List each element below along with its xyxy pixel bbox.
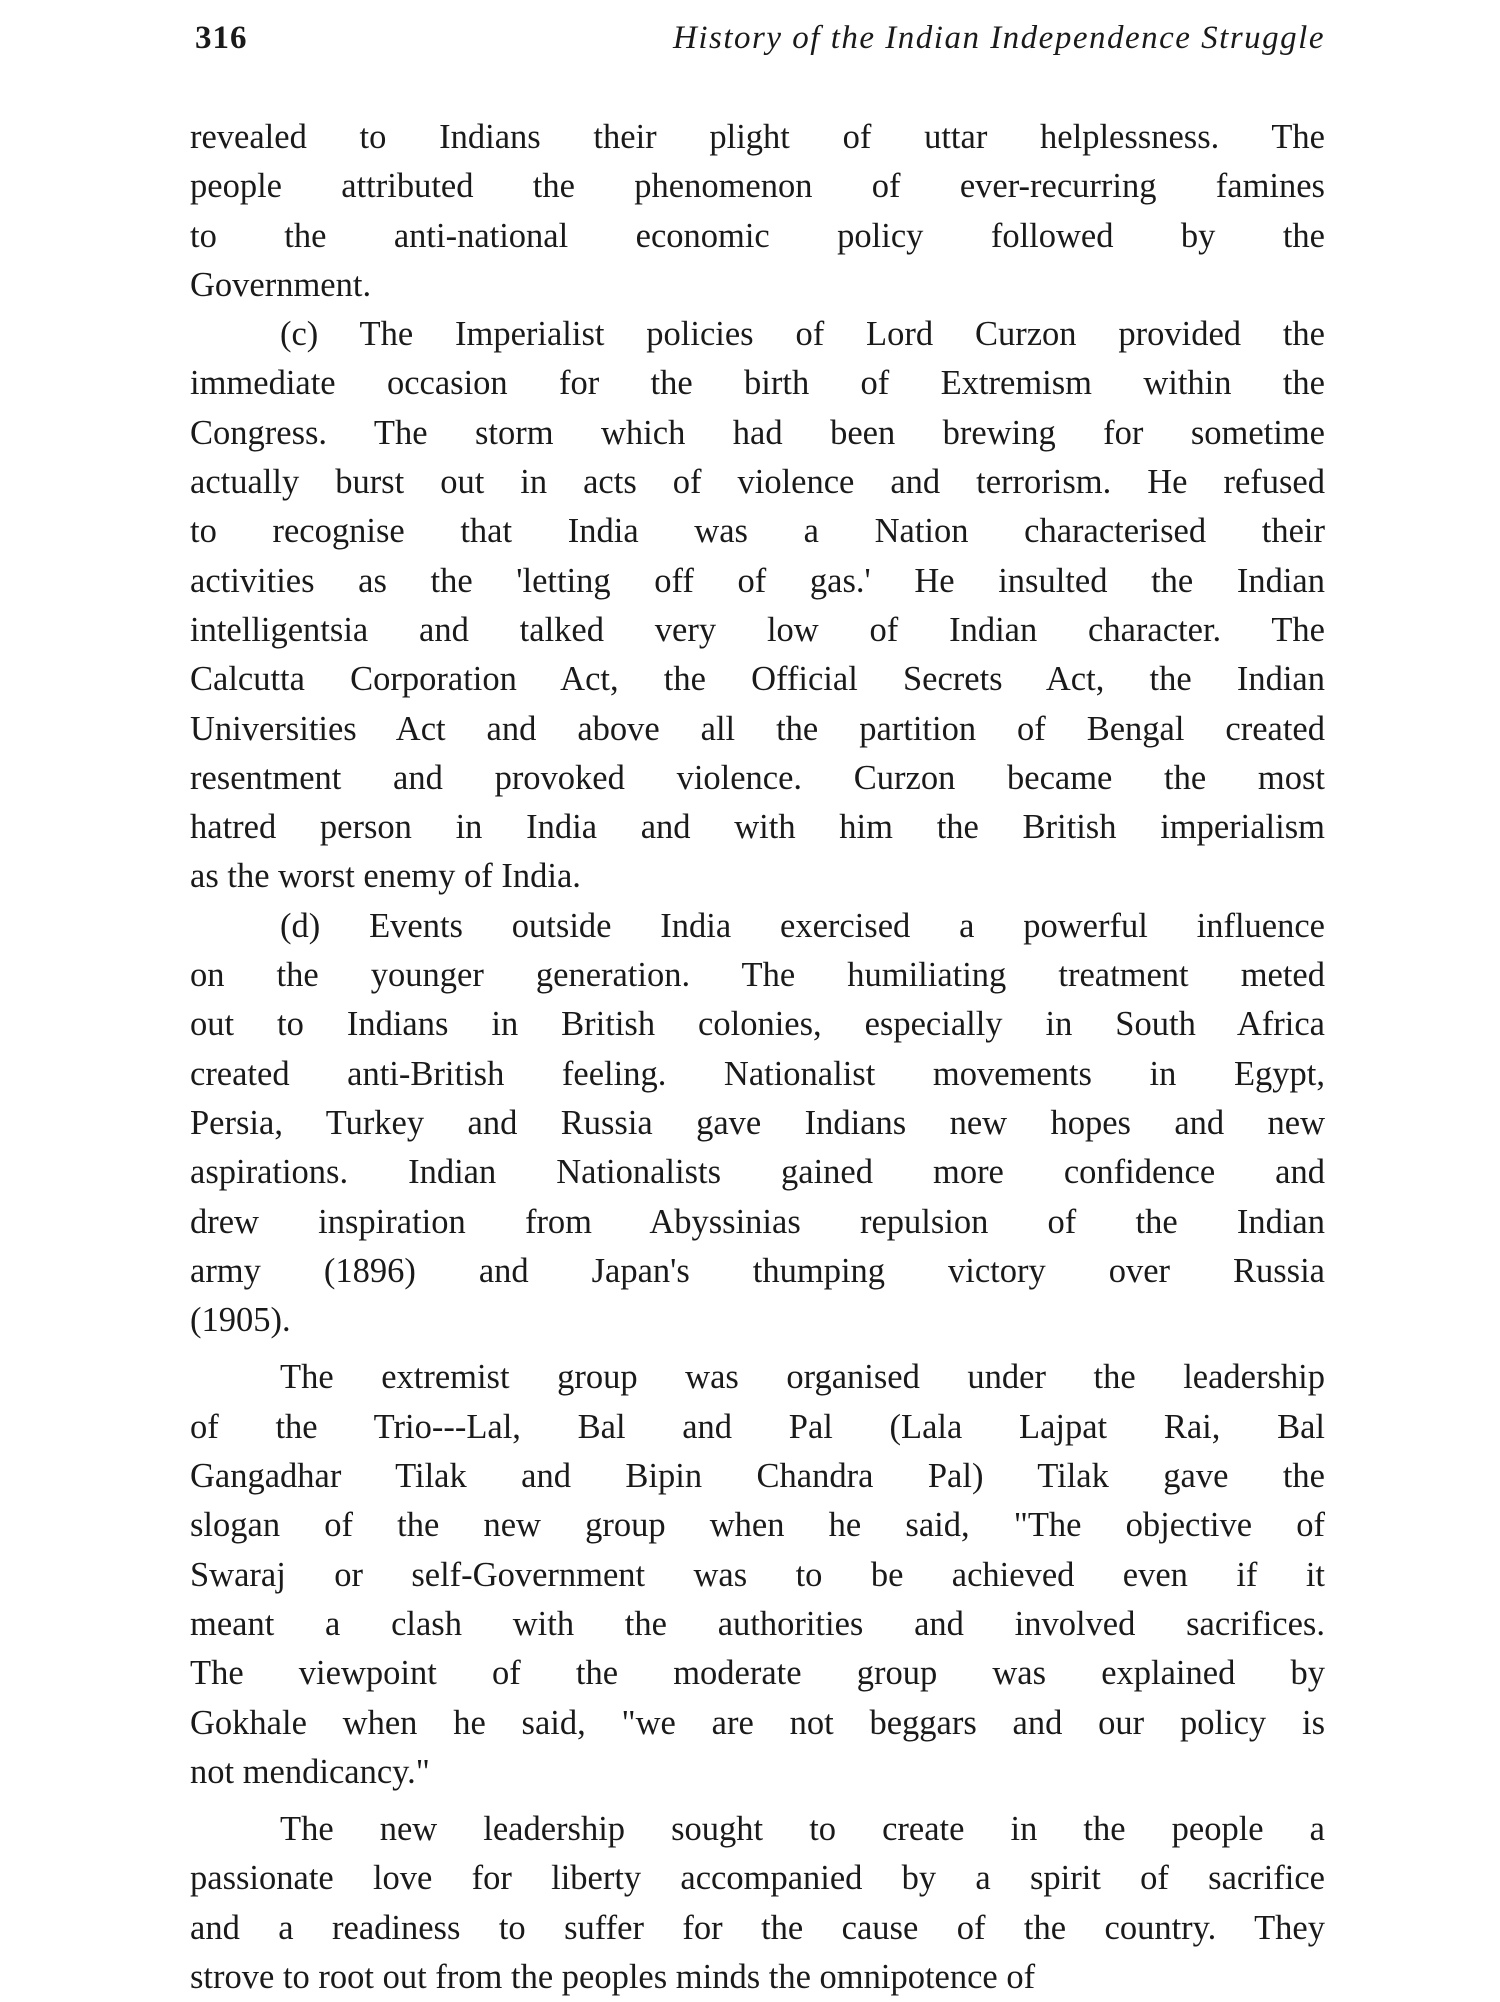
text-line: meant a clash with the authorities and involved sacrifices. <box>190 1604 1325 1643</box>
paragraph-gap <box>190 1345 1325 1353</box>
text-line: out to Indians in British colonies, especially in South Africa <box>190 1005 1325 1044</box>
text-line: resentment and provoked violence. Curzon became the most <box>190 758 1325 797</box>
page-number: 316 <box>195 20 248 56</box>
text-line: activities as the 'letting off of gas.' He insulted the Indian <box>190 561 1325 600</box>
text-line: people attributed the phenomenon of ever-recurring famines <box>190 167 1325 206</box>
text-line: Gokhale when he said, "we are not beggars and our policy is <box>190 1703 1325 1742</box>
text-line: on the younger generation. The humiliating treatment meted <box>190 956 1325 995</box>
text-line: army (1896) and Japan's thumping victory over Russia <box>190 1251 1325 1290</box>
text-line: The viewpoint of the moderate group was explained by <box>190 1654 1325 1693</box>
paragraph <box>190 113 1325 310</box>
text-line: aspirations. Indian Nationalists gained more confidence and <box>190 1153 1325 1192</box>
paragraph-gap <box>190 1797 1325 1805</box>
text-line: not mendicancy." <box>190 1752 430 1791</box>
text-line: (1905). <box>190 1301 291 1340</box>
text-line: Gangadhar Tilak and Bipin Chandra Pal) Tilak gave the <box>190 1457 1325 1496</box>
paragraph <box>190 902 1325 1346</box>
text-line: (d) Events outside India exercised a powerful influence <box>280 906 1325 945</box>
text-line: drew inspiration from Abyssinias repulsion of the Indian <box>190 1202 1325 1241</box>
text-line: Government. <box>190 265 372 304</box>
text-line: Calcutta Corporation Act, the Official Secrets Act, the Indian <box>190 660 1325 699</box>
text-line: strove to root out from the peoples minds the omnipotence of <box>190 1957 1036 1996</box>
text-line: to the anti-national economic policy followed by the <box>190 216 1325 255</box>
text-line: The new leadership sought to create in the people a <box>280 1810 1325 1849</box>
text-line: intelligentsia and talked very low of Indian character. The <box>190 610 1325 649</box>
text-line: and a readiness to suffer for the cause of the country. They <box>190 1908 1325 1947</box>
paragraph <box>190 1353 1325 1797</box>
book-title: History of the Indian Independence Struggle <box>673 20 1325 56</box>
text-line: of the Trio---Lal, Bal and Pal (Lala Lajpat Rai, Bal <box>190 1407 1325 1446</box>
text-line: created anti-British feeling. Nationalist movements in Egypt, <box>190 1054 1325 1093</box>
text-line: actually burst out in acts of violence and terrorism. He refused <box>190 463 1325 502</box>
text-line: Swaraj or self-Government was to be achieved even if it <box>190 1555 1325 1594</box>
text-line: immediate occasion for the birth of Extremism within the <box>190 364 1325 403</box>
text-line: hatred person in India and with him the British imperialism <box>190 808 1325 847</box>
text-line: slogan of the new group when he said, "The objective of <box>190 1506 1325 1545</box>
text-line: passionate love for liberty accompanied by a spirit of sacrifice <box>190 1859 1325 1898</box>
text-line: Universities Act and above all the partition of Bengal created <box>190 709 1325 748</box>
text-line: as the worst enemy of India. <box>190 857 581 896</box>
text-line: (c) The Imperialist policies of Lord Curzon provided the <box>280 315 1325 354</box>
paragraph <box>190 310 1325 902</box>
body-text <box>190 113 1325 2002</box>
paragraph <box>190 1805 1325 2002</box>
text-line: Persia, Turkey and Russia gave Indians new hopes and new <box>190 1103 1325 1142</box>
running-header <box>195 20 1325 70</box>
text-line: The extremist group was organised under the leadership <box>280 1358 1325 1397</box>
text-line: Congress. The storm which had been brewing for sometime <box>190 413 1325 452</box>
text-line: revealed to Indians their plight of uttar helplessness. The <box>190 118 1325 156</box>
text-line: to recognise that India was a Nation characterised their <box>190 512 1325 551</box>
